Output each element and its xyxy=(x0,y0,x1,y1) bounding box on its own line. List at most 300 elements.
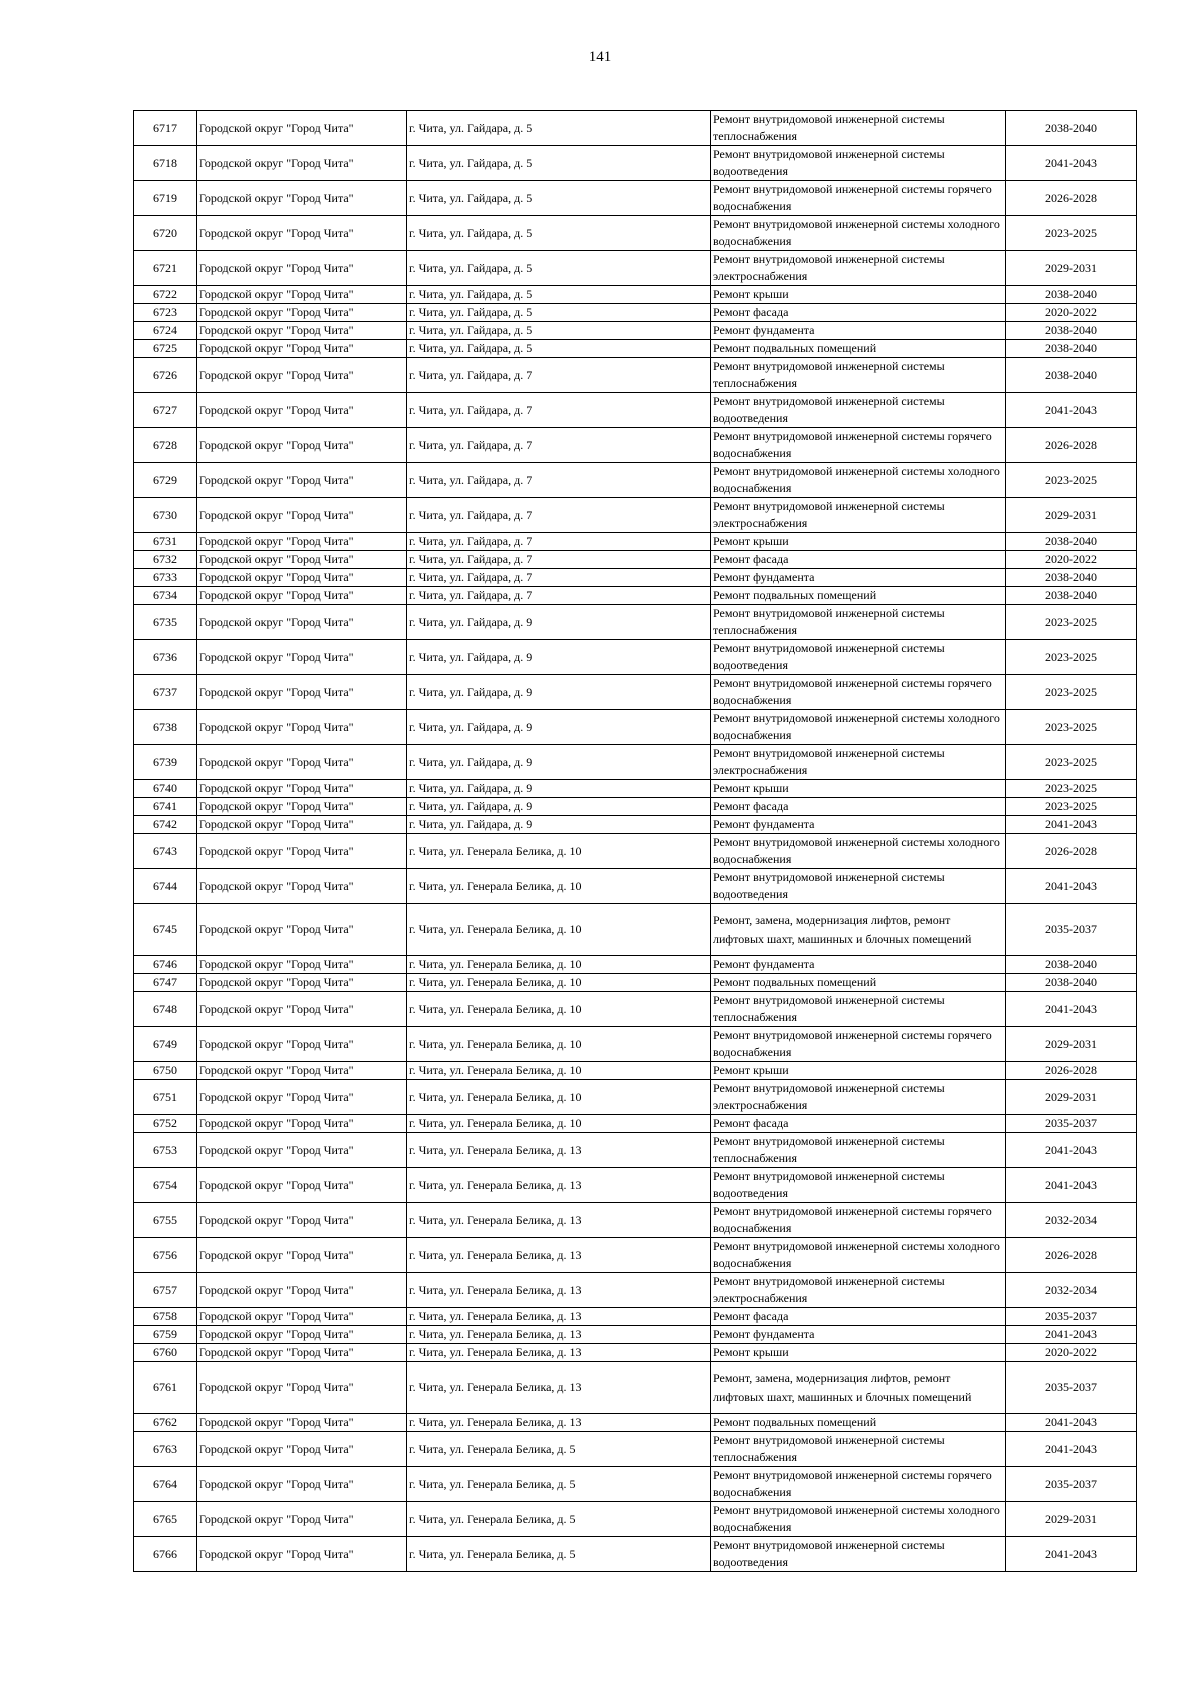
row-number-cell: 6719 xyxy=(134,181,197,216)
row-number-cell: 6735 xyxy=(134,605,197,640)
table-row xyxy=(134,286,1137,304)
work-type-cell: Ремонт внутридомовой инженерной системы теплоснабжения xyxy=(711,1432,1006,1467)
address-cell: г. Чита, ул. Гайдара, д. 5 xyxy=(407,216,711,251)
address-cell: г. Чита, ул. Гайдара, д. 5 xyxy=(407,251,711,286)
district-cell: Городской округ "Город Чита" xyxy=(197,798,407,816)
address-cell: г. Чита, ул. Генерала Белика, д. 10 xyxy=(407,1062,711,1080)
address-cell: г. Чита, ул. Генерала Белика, д. 13 xyxy=(407,1308,711,1326)
row-number-cell: 6717 xyxy=(134,111,197,146)
table-row xyxy=(134,181,1137,216)
period-cell: 2038-2040 xyxy=(1006,569,1137,587)
period-cell: 2038-2040 xyxy=(1006,533,1137,551)
work-type-cell: Ремонт внутридомовой инженерной системы электроснабжения xyxy=(711,498,1006,533)
period-cell: 2026-2028 xyxy=(1006,1062,1137,1080)
table-row xyxy=(134,569,1137,587)
work-type-cell: Ремонт внутридомовой инженерной системы электроснабжения xyxy=(711,251,1006,286)
period-cell: 2026-2028 xyxy=(1006,834,1137,869)
page-number: 141 xyxy=(588,49,612,65)
district-cell: Городской округ "Город Чита" xyxy=(197,1344,407,1362)
row-number-cell: 6758 xyxy=(134,1308,197,1326)
table-row xyxy=(134,1308,1137,1326)
row-number-cell: 6733 xyxy=(134,569,197,587)
address-cell: г. Чита, ул. Гайдара, д. 5 xyxy=(407,286,711,304)
work-type-cell: Ремонт внутридомовой инженерной системы горячего водоснабжения xyxy=(711,181,1006,216)
row-number-cell: 6761 xyxy=(134,1362,197,1414)
work-type-cell: Ремонт крыши xyxy=(711,286,1006,304)
address-cell: г. Чита, ул. Генерала Белика, д. 10 xyxy=(407,904,711,956)
table-row xyxy=(134,1203,1137,1238)
period-cell: 2023-2025 xyxy=(1006,463,1137,498)
period-cell: 2038-2040 xyxy=(1006,340,1137,358)
address-cell: г. Чита, ул. Гайдара, д. 7 xyxy=(407,533,711,551)
period-cell: 2029-2031 xyxy=(1006,1502,1137,1537)
district-cell: Городской округ "Город Чита" xyxy=(197,1168,407,1203)
district-cell: Городской округ "Город Чита" xyxy=(197,1273,407,1308)
table-row xyxy=(134,974,1137,992)
period-cell: 2041-2043 xyxy=(1006,992,1137,1027)
work-type-cell: Ремонт внутридомовой инженерной системы водоотведения xyxy=(711,393,1006,428)
row-number-cell: 6750 xyxy=(134,1062,197,1080)
row-number-cell: 6725 xyxy=(134,340,197,358)
work-type-cell: Ремонт фасада xyxy=(711,798,1006,816)
period-cell: 2038-2040 xyxy=(1006,358,1137,393)
address-cell: г. Чита, ул. Генерала Белика, д. 10 xyxy=(407,869,711,904)
row-number-cell: 6721 xyxy=(134,251,197,286)
row-number-cell: 6724 xyxy=(134,322,197,340)
work-type-cell: Ремонт подвальных помещений xyxy=(711,587,1006,605)
address-cell: г. Чита, ул. Генерала Белика, д. 5 xyxy=(407,1467,711,1502)
table-row xyxy=(134,1062,1137,1080)
district-cell: Городской округ "Город Чита" xyxy=(197,569,407,587)
row-number-cell: 6748 xyxy=(134,992,197,1027)
address-cell: г. Чита, ул. Гайдара, д. 5 xyxy=(407,146,711,181)
address-cell: г. Чита, ул. Генерала Белика, д. 5 xyxy=(407,1537,711,1572)
period-cell: 2026-2028 xyxy=(1006,428,1137,463)
table-row xyxy=(134,798,1137,816)
period-cell: 2029-2031 xyxy=(1006,251,1137,286)
period-cell: 2041-2043 xyxy=(1006,393,1137,428)
row-number-cell: 6764 xyxy=(134,1467,197,1502)
period-cell: 2026-2028 xyxy=(1006,1238,1137,1273)
period-cell: 2035-2037 xyxy=(1006,904,1137,956)
work-type-cell: Ремонт внутридомовой инженерной системы холодного водоснабжения xyxy=(711,1238,1006,1273)
table-row xyxy=(134,1168,1137,1203)
work-type-cell: Ремонт внутридомовой инженерной системы теплоснабжения xyxy=(711,358,1006,393)
work-type-cell: Ремонт фасада xyxy=(711,304,1006,322)
address-cell: г. Чита, ул. Гайдара, д. 7 xyxy=(407,428,711,463)
table-row xyxy=(134,1115,1137,1133)
table-row xyxy=(134,904,1137,956)
table-row xyxy=(134,551,1137,569)
row-number-cell: 6720 xyxy=(134,216,197,251)
district-cell: Городской округ "Город Чита" xyxy=(197,216,407,251)
table-row xyxy=(134,111,1137,146)
table-row xyxy=(134,358,1137,393)
table-row xyxy=(134,1414,1137,1432)
address-cell: г. Чита, ул. Гайдара, д. 9 xyxy=(407,675,711,710)
address-cell: г. Чита, ул. Генерала Белика, д. 13 xyxy=(407,1238,711,1273)
table-row xyxy=(134,304,1137,322)
address-cell: г. Чита, ул. Гайдара, д. 7 xyxy=(407,358,711,393)
address-cell: г. Чита, ул. Гайдара, д. 5 xyxy=(407,322,711,340)
row-number-cell: 6741 xyxy=(134,798,197,816)
period-cell: 2029-2031 xyxy=(1006,498,1137,533)
district-cell: Городской округ "Город Чита" xyxy=(197,286,407,304)
district-cell: Городской округ "Город Чита" xyxy=(197,675,407,710)
district-cell: Городской округ "Город Чита" xyxy=(197,605,407,640)
address-cell: г. Чита, ул. Генерала Белика, д. 10 xyxy=(407,1027,711,1062)
period-cell: 2035-2037 xyxy=(1006,1115,1137,1133)
address-cell: г. Чита, ул. Генерала Белика, д. 13 xyxy=(407,1168,711,1203)
district-cell: Городской округ "Город Чита" xyxy=(197,587,407,605)
work-type-cell: Ремонт крыши xyxy=(711,1344,1006,1362)
row-number-cell: 6752 xyxy=(134,1115,197,1133)
period-cell: 2026-2028 xyxy=(1006,181,1137,216)
district-cell: Городской округ "Город Чита" xyxy=(197,1115,407,1133)
table-row xyxy=(134,1362,1137,1414)
row-number-cell: 6743 xyxy=(134,834,197,869)
period-cell: 2023-2025 xyxy=(1006,710,1137,745)
period-cell: 2032-2034 xyxy=(1006,1203,1137,1238)
work-type-cell: Ремонт фундамента xyxy=(711,956,1006,974)
table-row xyxy=(134,675,1137,710)
row-number-cell: 6759 xyxy=(134,1326,197,1344)
work-type-cell: Ремонт крыши xyxy=(711,533,1006,551)
period-cell: 2029-2031 xyxy=(1006,1080,1137,1115)
row-number-cell: 6732 xyxy=(134,551,197,569)
district-cell: Городской округ "Город Чита" xyxy=(197,551,407,569)
table-row xyxy=(134,1467,1137,1502)
table-row xyxy=(134,1344,1137,1362)
address-cell: г. Чита, ул. Гайдара, д. 5 xyxy=(407,304,711,322)
district-cell: Городской округ "Город Чита" xyxy=(197,1203,407,1238)
work-type-cell: Ремонт внутридомовой инженерной системы электроснабжения xyxy=(711,1273,1006,1308)
row-number-cell: 6762 xyxy=(134,1414,197,1432)
table-row xyxy=(134,1326,1137,1344)
district-cell: Городской округ "Город Чита" xyxy=(197,463,407,498)
address-cell: г. Чита, ул. Гайдара, д. 7 xyxy=(407,569,711,587)
row-number-cell: 6754 xyxy=(134,1168,197,1203)
district-cell: Городской округ "Город Чита" xyxy=(197,1062,407,1080)
address-cell: г. Чита, ул. Генерала Белика, д. 10 xyxy=(407,956,711,974)
period-cell: 2041-2043 xyxy=(1006,1326,1137,1344)
table-row xyxy=(134,640,1137,675)
row-number-cell: 6753 xyxy=(134,1133,197,1168)
address-cell: г. Чита, ул. Гайдара, д. 5 xyxy=(407,340,711,358)
address-cell: г. Чита, ул. Генерала Белика, д. 13 xyxy=(407,1133,711,1168)
table-row xyxy=(134,816,1137,834)
period-cell: 2023-2025 xyxy=(1006,798,1137,816)
table-row xyxy=(134,1133,1137,1168)
row-number-cell: 6718 xyxy=(134,146,197,181)
row-number-cell: 6731 xyxy=(134,533,197,551)
district-cell: Городской округ "Город Чита" xyxy=(197,428,407,463)
period-cell: 2035-2037 xyxy=(1006,1308,1137,1326)
table-row xyxy=(134,710,1137,745)
address-cell: г. Чита, ул. Гайдара, д. 7 xyxy=(407,393,711,428)
work-type-cell: Ремонт внутридомовой инженерной системы холодного водоснабжения xyxy=(711,710,1006,745)
period-cell: 2041-2043 xyxy=(1006,1168,1137,1203)
district-cell: Городской округ "Город Чита" xyxy=(197,1537,407,1572)
work-type-cell: Ремонт, замена, модернизация лифтов, ремонт лифтовых шахт, машинных и блочных помещений xyxy=(711,904,1006,956)
district-cell: Городской округ "Город Чита" xyxy=(197,111,407,146)
period-cell: 2038-2040 xyxy=(1006,956,1137,974)
table-row xyxy=(134,533,1137,551)
row-number-cell: 6722 xyxy=(134,286,197,304)
row-number-cell: 6723 xyxy=(134,304,197,322)
table-row xyxy=(134,498,1137,533)
work-type-cell: Ремонт внутридомовой инженерной системы горячего водоснабжения xyxy=(711,1027,1006,1062)
row-number-cell: 6736 xyxy=(134,640,197,675)
work-type-cell: Ремонт внутридомовой инженерной системы горячего водоснабжения xyxy=(711,675,1006,710)
district-cell: Городской округ "Город Чита" xyxy=(197,1027,407,1062)
address-cell: г. Чита, ул. Генерала Белика, д. 10 xyxy=(407,834,711,869)
district-cell: Городской округ "Город Чита" xyxy=(197,1414,407,1432)
work-type-cell: Ремонт внутридомовой инженерной системы водоотведения xyxy=(711,1537,1006,1572)
address-cell: г. Чита, ул. Гайдара, д. 9 xyxy=(407,816,711,834)
work-type-cell: Ремонт фасада xyxy=(711,1115,1006,1133)
address-cell: г. Чита, ул. Гайдара, д. 9 xyxy=(407,605,711,640)
row-number-cell: 6738 xyxy=(134,710,197,745)
work-type-cell: Ремонт внутридомовой инженерной системы холодного водоснабжения xyxy=(711,463,1006,498)
address-cell: г. Чита, ул. Гайдара, д. 7 xyxy=(407,498,711,533)
work-type-cell: Ремонт подвальных помещений xyxy=(711,1414,1006,1432)
work-type-cell: Ремонт фундамента xyxy=(711,569,1006,587)
work-type-cell: Ремонт внутридомовой инженерной системы горячего водоснабжения xyxy=(711,1203,1006,1238)
address-cell: г. Чита, ул. Генерала Белика, д. 5 xyxy=(407,1432,711,1467)
row-number-cell: 6728 xyxy=(134,428,197,463)
period-cell: 2020-2022 xyxy=(1006,1344,1137,1362)
address-cell: г. Чита, ул. Гайдара, д. 9 xyxy=(407,710,711,745)
district-cell: Городской округ "Город Чита" xyxy=(197,1326,407,1344)
address-cell: г. Чита, ул. Генерала Белика, д. 13 xyxy=(407,1326,711,1344)
address-cell: г. Чита, ул. Генерала Белика, д. 13 xyxy=(407,1344,711,1362)
work-type-cell: Ремонт внутридомовой инженерной системы электроснабжения xyxy=(711,1080,1006,1115)
work-type-cell: Ремонт крыши xyxy=(711,780,1006,798)
district-cell: Городской округ "Город Чита" xyxy=(197,1308,407,1326)
work-type-cell: Ремонт внутридомовой инженерной системы теплоснабжения xyxy=(711,992,1006,1027)
district-cell: Городской округ "Город Чита" xyxy=(197,393,407,428)
period-cell: 2041-2043 xyxy=(1006,1537,1137,1572)
work-type-cell: Ремонт фасада xyxy=(711,551,1006,569)
work-type-cell: Ремонт фундамента xyxy=(711,1326,1006,1344)
period-cell: 2023-2025 xyxy=(1006,745,1137,780)
row-number-cell: 6727 xyxy=(134,393,197,428)
district-cell: Городской округ "Город Чита" xyxy=(197,904,407,956)
address-cell: г. Чита, ул. Генерала Белика, д. 13 xyxy=(407,1203,711,1238)
district-cell: Городской округ "Город Чита" xyxy=(197,1432,407,1467)
repair-schedule-table xyxy=(133,110,1137,1572)
table-body xyxy=(134,111,1137,1572)
row-number-cell: 6755 xyxy=(134,1203,197,1238)
address-cell: г. Чита, ул. Гайдара, д. 9 xyxy=(407,780,711,798)
row-number-cell: 6739 xyxy=(134,745,197,780)
row-number-cell: 6763 xyxy=(134,1432,197,1467)
period-cell: 2041-2043 xyxy=(1006,146,1137,181)
period-cell: 2020-2022 xyxy=(1006,551,1137,569)
district-cell: Городской округ "Город Чита" xyxy=(197,1133,407,1168)
district-cell: Городской округ "Город Чита" xyxy=(197,745,407,780)
table-row xyxy=(134,1027,1137,1062)
period-cell: 2023-2025 xyxy=(1006,640,1137,675)
district-cell: Городской округ "Город Чита" xyxy=(197,834,407,869)
work-type-cell: Ремонт внутридомовой инженерной системы горячего водоснабжения xyxy=(711,428,1006,463)
table-row xyxy=(134,780,1137,798)
work-type-cell: Ремонт внутридомовой инженерной системы электроснабжения xyxy=(711,745,1006,780)
district-cell: Городской округ "Город Чита" xyxy=(197,869,407,904)
period-cell: 2023-2025 xyxy=(1006,216,1137,251)
table-row xyxy=(134,1537,1137,1572)
address-cell: г. Чита, ул. Гайдара, д. 7 xyxy=(407,587,711,605)
table-row xyxy=(134,428,1137,463)
table-row xyxy=(134,605,1137,640)
district-cell: Городской округ "Город Чита" xyxy=(197,956,407,974)
row-number-cell: 6749 xyxy=(134,1027,197,1062)
work-type-cell: Ремонт внутридомовой инженерной системы водоотведения xyxy=(711,640,1006,675)
address-cell: г. Чита, ул. Генерала Белика, д. 10 xyxy=(407,974,711,992)
district-cell: Городской округ "Город Чита" xyxy=(197,974,407,992)
period-cell: 2035-2037 xyxy=(1006,1362,1137,1414)
address-cell: г. Чита, ул. Генерала Белика, д. 10 xyxy=(407,1115,711,1133)
work-type-cell: Ремонт внутридомовой инженерной системы холодного водоснабжения xyxy=(711,216,1006,251)
work-type-cell: Ремонт внутридомовой инженерной системы горячего водоснабжения xyxy=(711,1467,1006,1502)
period-cell: 2041-2043 xyxy=(1006,869,1137,904)
work-type-cell: Ремонт фундамента xyxy=(711,322,1006,340)
work-type-cell: Ремонт внутридомовой инженерной системы холодного водоснабжения xyxy=(711,1502,1006,1537)
district-cell: Городской округ "Город Чита" xyxy=(197,816,407,834)
address-cell: г. Чита, ул. Гайдара, д. 9 xyxy=(407,745,711,780)
district-cell: Городской округ "Город Чита" xyxy=(197,533,407,551)
table-row xyxy=(134,1080,1137,1115)
district-cell: Городской округ "Город Чита" xyxy=(197,304,407,322)
period-cell: 2041-2043 xyxy=(1006,1432,1137,1467)
row-number-cell: 6745 xyxy=(134,904,197,956)
table-row xyxy=(134,340,1137,358)
district-cell: Городской округ "Город Чита" xyxy=(197,1467,407,1502)
work-type-cell: Ремонт внутридомовой инженерной системы холодного водоснабжения xyxy=(711,834,1006,869)
address-cell: г. Чита, ул. Гайдара, д. 7 xyxy=(407,551,711,569)
district-cell: Городской округ "Город Чита" xyxy=(197,780,407,798)
period-cell: 2038-2040 xyxy=(1006,111,1137,146)
period-cell: 2032-2034 xyxy=(1006,1273,1137,1308)
table-row xyxy=(134,1502,1137,1537)
work-type-cell: Ремонт подвальных помещений xyxy=(711,340,1006,358)
work-type-cell: Ремонт внутридомовой инженерной системы водоотведения xyxy=(711,869,1006,904)
period-cell: 2038-2040 xyxy=(1006,587,1137,605)
work-type-cell: Ремонт внутридомовой инженерной системы водоотведения xyxy=(711,1168,1006,1203)
row-number-cell: 6726 xyxy=(134,358,197,393)
period-cell: 2038-2040 xyxy=(1006,974,1137,992)
district-cell: Городской округ "Город Чита" xyxy=(197,1502,407,1537)
period-cell: 2023-2025 xyxy=(1006,780,1137,798)
row-number-cell: 6757 xyxy=(134,1273,197,1308)
work-type-cell: Ремонт внутридомовой инженерной системы теплоснабжения xyxy=(711,111,1006,146)
address-cell: г. Чита, ул. Гайдара, д. 7 xyxy=(407,463,711,498)
district-cell: Городской округ "Город Чита" xyxy=(197,322,407,340)
period-cell: 2023-2025 xyxy=(1006,605,1137,640)
row-number-cell: 6737 xyxy=(134,675,197,710)
period-cell: 2023-2025 xyxy=(1006,675,1137,710)
table-row xyxy=(134,869,1137,904)
period-cell: 2020-2022 xyxy=(1006,304,1137,322)
address-cell: г. Чита, ул. Гайдара, д. 5 xyxy=(407,111,711,146)
address-cell: г. Чита, ул. Генерала Белика, д. 5 xyxy=(407,1502,711,1537)
address-cell: г. Чита, ул. Гайдара, д. 9 xyxy=(407,798,711,816)
row-number-cell: 6742 xyxy=(134,816,197,834)
table-row xyxy=(134,146,1137,181)
district-cell: Городской округ "Город Чита" xyxy=(197,146,407,181)
period-cell: 2041-2043 xyxy=(1006,1414,1137,1432)
table-row xyxy=(134,216,1137,251)
district-cell: Городской округ "Город Чита" xyxy=(197,1362,407,1414)
district-cell: Городской округ "Город Чита" xyxy=(197,251,407,286)
table-row xyxy=(134,393,1137,428)
district-cell: Городской округ "Город Чита" xyxy=(197,340,407,358)
row-number-cell: 6747 xyxy=(134,974,197,992)
table-row xyxy=(134,745,1137,780)
row-number-cell: 6756 xyxy=(134,1238,197,1273)
table-row xyxy=(134,992,1137,1027)
period-cell: 2035-2037 xyxy=(1006,1467,1137,1502)
district-cell: Городской округ "Город Чита" xyxy=(197,640,407,675)
row-number-cell: 6746 xyxy=(134,956,197,974)
address-cell: г. Чита, ул. Генерала Белика, д. 10 xyxy=(407,1080,711,1115)
table-row xyxy=(134,956,1137,974)
address-cell: г. Чита, ул. Генерала Белика, д. 13 xyxy=(407,1362,711,1414)
work-type-cell: Ремонт подвальных помещений xyxy=(711,974,1006,992)
row-number-cell: 6744 xyxy=(134,869,197,904)
row-number-cell: 6766 xyxy=(134,1537,197,1572)
address-cell: г. Чита, ул. Генерала Белика, д. 13 xyxy=(407,1414,711,1432)
table-row xyxy=(134,463,1137,498)
district-cell: Городской округ "Город Чита" xyxy=(197,181,407,216)
period-cell: 2041-2043 xyxy=(1006,816,1137,834)
row-number-cell: 6751 xyxy=(134,1080,197,1115)
address-cell: г. Чита, ул. Гайдара, д. 5 xyxy=(407,181,711,216)
row-number-cell: 6734 xyxy=(134,587,197,605)
work-type-cell: Ремонт, замена, модернизация лифтов, ремонт лифтовых шахт, машинных и блочных помещений xyxy=(711,1362,1006,1414)
work-type-cell: Ремонт фундамента xyxy=(711,816,1006,834)
table-row xyxy=(134,251,1137,286)
row-number-cell: 6765 xyxy=(134,1502,197,1537)
table-row xyxy=(134,587,1137,605)
row-number-cell: 6729 xyxy=(134,463,197,498)
row-number-cell: 6740 xyxy=(134,780,197,798)
table-row xyxy=(134,834,1137,869)
period-cell: 2038-2040 xyxy=(1006,286,1137,304)
period-cell: 2041-2043 xyxy=(1006,1133,1137,1168)
table-row xyxy=(134,1238,1137,1273)
district-cell: Городской округ "Город Чита" xyxy=(197,1080,407,1115)
district-cell: Городской округ "Город Чита" xyxy=(197,358,407,393)
address-cell: г. Чита, ул. Генерала Белика, д. 13 xyxy=(407,1273,711,1308)
table-row xyxy=(134,322,1137,340)
period-cell: 2038-2040 xyxy=(1006,322,1137,340)
work-type-cell: Ремонт фасада xyxy=(711,1308,1006,1326)
district-cell: Городской округ "Город Чита" xyxy=(197,992,407,1027)
row-number-cell: 6730 xyxy=(134,498,197,533)
table-row xyxy=(134,1432,1137,1467)
work-type-cell: Ремонт внутридомовой инженерной системы водоотведения xyxy=(711,146,1006,181)
row-number-cell: 6760 xyxy=(134,1344,197,1362)
district-cell: Городской округ "Город Чита" xyxy=(197,710,407,745)
address-cell: г. Чита, ул. Гайдара, д. 9 xyxy=(407,640,711,675)
work-type-cell: Ремонт внутридомовой инженерной системы теплоснабжения xyxy=(711,1133,1006,1168)
work-type-cell: Ремонт крыши xyxy=(711,1062,1006,1080)
period-cell: 2029-2031 xyxy=(1006,1027,1137,1062)
address-cell: г. Чита, ул. Генерала Белика, д. 10 xyxy=(407,992,711,1027)
table-row xyxy=(134,1273,1137,1308)
